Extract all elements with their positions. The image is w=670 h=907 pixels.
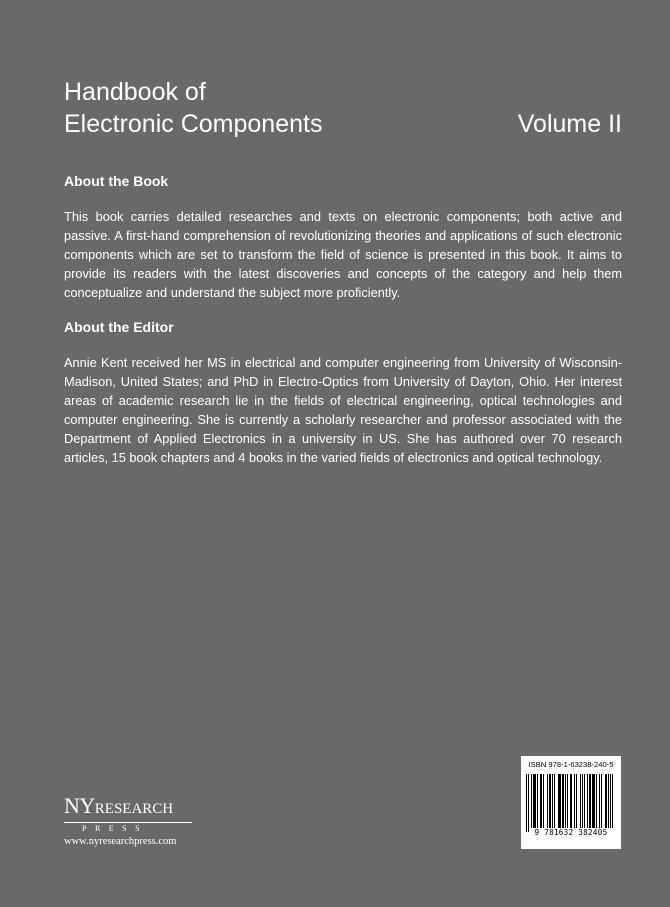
isbn-barcode xyxy=(521,756,621,849)
barcode-gap xyxy=(613,774,615,828)
publisher-logo xyxy=(64,795,194,834)
about-editor-section xyxy=(64,318,622,468)
about-book-body: This book carries detailed researches and texts on electronic components; both active and passive. A first-hand comprehension of revolutionizing theories and applications of such electronic components which are set to transform the field of science is presented in this book. It aims to provide its readers with the latest discoveries and concepts of the category and help them conceptualize and understand the subject more proficiently. xyxy=(64,209,622,301)
publisher-logo-wordmark xyxy=(64,795,194,820)
logo-divider xyxy=(64,822,192,823)
logo-ny-text: NY xyxy=(64,793,95,818)
logo-research-text: RESEARCH xyxy=(94,801,174,817)
publisher-website: www.nyresearchpress.com xyxy=(64,836,177,847)
isbn-number: ISBN 978-1-63238-240-5 xyxy=(528,760,614,769)
title-line-2: Electronic Components xyxy=(64,110,323,138)
about-editor-body: Annie Kent received her MS in electrical and computer engineering from University of Wisconsin-Madison, United States; and PhD in Electro-Optics from University of Dayton, Ohio. Her interest areas of academic research lie in the fields of electrical engineering, optical technologies and computer engineering. She is currently a scholarly researcher and professor associated with the Department of Applied Electronics in a university in US. She has authored over 70 research articles, 15 book chapters and 4 books in the varied fields of electronics and optical technology. xyxy=(64,355,622,466)
barcode-bars xyxy=(526,774,616,832)
about-book-heading: About the Book xyxy=(64,173,169,189)
volume-label: Volume II xyxy=(517,110,622,138)
logo-press-text: PRESS xyxy=(82,824,149,833)
barcode-digits: 9 781632 382405 xyxy=(534,828,608,837)
about-editor-heading: About the Editor xyxy=(64,319,174,335)
about-book-section xyxy=(64,172,622,302)
title-line-1: Handbook of xyxy=(64,78,206,106)
